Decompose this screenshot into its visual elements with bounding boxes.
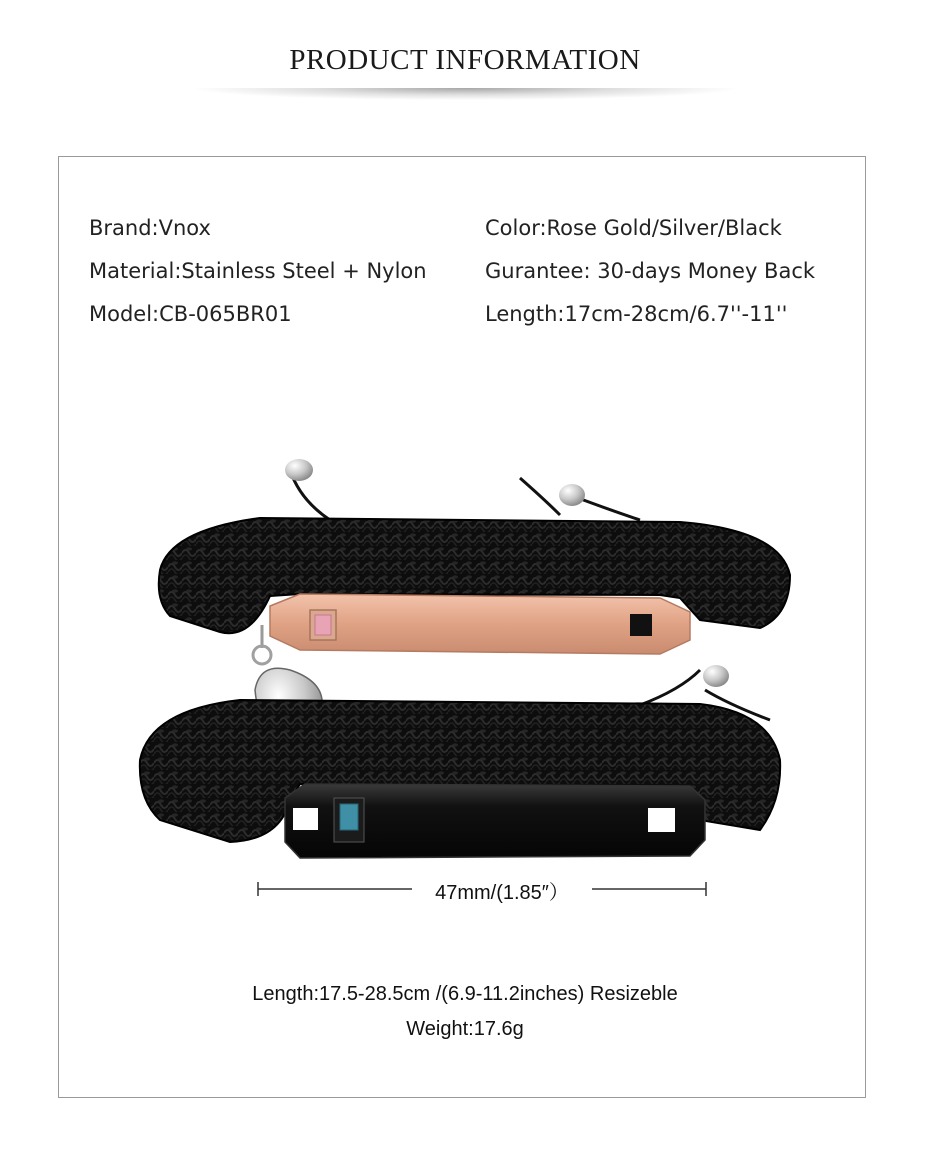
spec-model: Model:CB-065BR01 bbox=[89, 302, 292, 326]
spec-color: Color:Rose Gold/Silver/Black bbox=[485, 216, 782, 240]
black-bracelet bbox=[140, 665, 780, 858]
slider-bead bbox=[559, 484, 585, 506]
slider-bead bbox=[285, 459, 313, 481]
spec-length: Length:17cm-28cm/6.7''-11'' bbox=[485, 302, 788, 326]
bar-slot bbox=[293, 808, 318, 830]
footer-weight: Weight:17.6g bbox=[406, 1018, 524, 1040]
page-title: PRODUCT INFORMATION bbox=[289, 44, 641, 76]
slider-bead bbox=[703, 665, 729, 687]
spec-material: Material:Stainless Steel + Nylon bbox=[89, 259, 427, 283]
rose-gold-bracelet bbox=[159, 459, 790, 654]
spec-guarantee: Gurantee: 30-days Money Back bbox=[485, 259, 816, 283]
bar-slot bbox=[648, 808, 675, 832]
dimension-label: 47mm/(1.85″） bbox=[412, 876, 592, 905]
bar-slot bbox=[630, 614, 652, 636]
footer-length: Length:17.5-28.5cm /(6.9-11.2inches) Resizeble bbox=[252, 983, 678, 1005]
blue-stone bbox=[340, 804, 358, 830]
pink-stone bbox=[315, 615, 331, 635]
spec-brand: Brand:Vnox bbox=[89, 216, 211, 240]
